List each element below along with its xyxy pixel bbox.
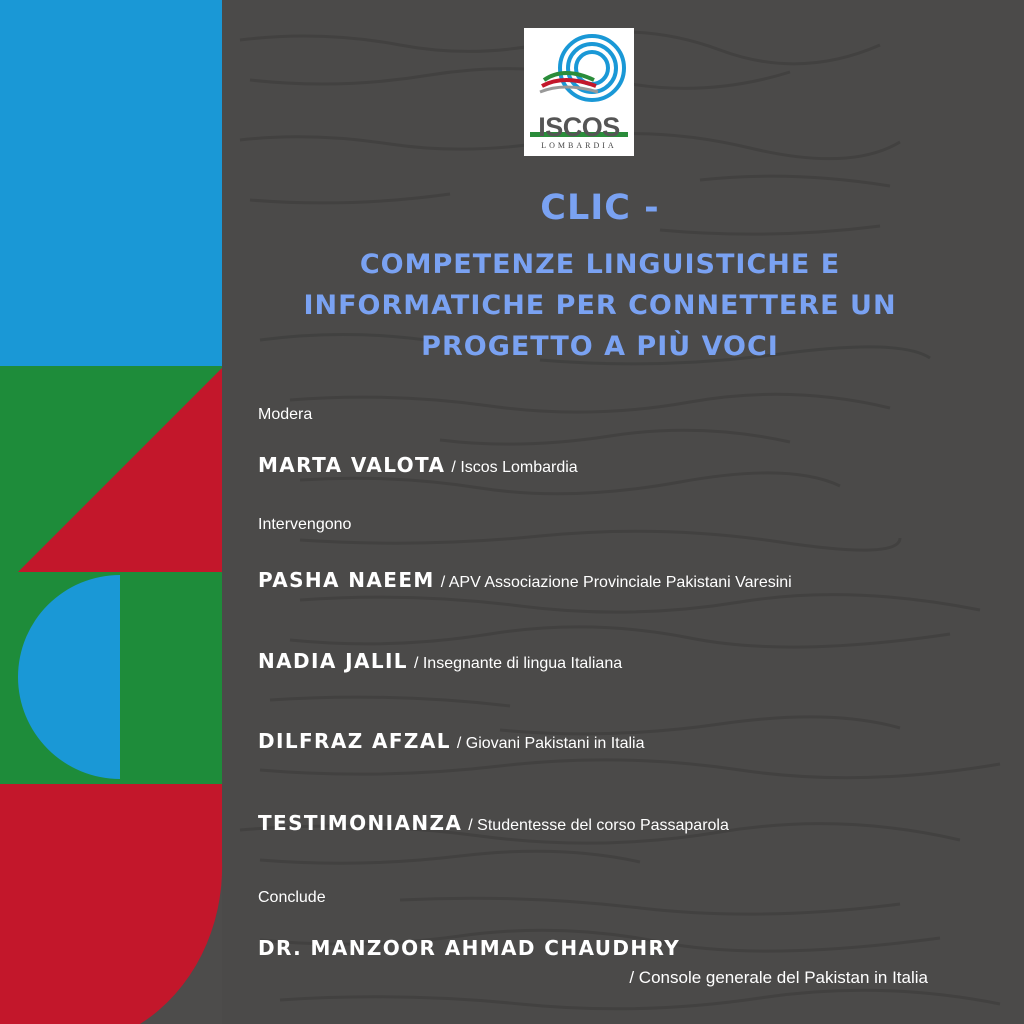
speaker-row	[258, 453, 578, 477]
speaker-role: / Insegnante di lingua Italiana	[413, 655, 623, 672]
speaker-name: TESTIMONIANZA	[258, 811, 463, 835]
title-line-2: COMPETENZE LINGUISTICHE E	[359, 249, 841, 280]
speaker-row	[258, 811, 729, 835]
speaker-name: DILFRAZ AFZAL	[258, 729, 451, 753]
label-modera: Modera	[258, 406, 313, 423]
speaker-row	[258, 729, 645, 753]
speaker-name: PASHA NAEEM	[258, 568, 435, 592]
speaker-role: / Console generale del Pakistan in Italia	[629, 968, 928, 987]
speaker-row	[258, 649, 622, 673]
title-line-3: INFORMATICHE PER CONNETTERE UN	[303, 290, 897, 321]
speaker-name: NADIA JALIL	[258, 649, 408, 673]
speaker-name: MARTA VALOTA	[258, 453, 446, 477]
title-line-1: CLIC -	[540, 188, 660, 228]
logo-text: ISCOS	[538, 112, 620, 142]
title-line-4: PROGETTO A PIÙ VOCI	[421, 331, 779, 362]
iscos-logo	[524, 28, 634, 156]
speaker-role: / Giovani Pakistani in Italia	[456, 735, 645, 752]
speaker-role: / Studentesse del corso Passaparola	[468, 817, 729, 834]
title-block	[240, 244, 960, 367]
logo-subtext: LOMBARDIA	[541, 141, 617, 150]
label-intervengono: Intervengono	[258, 516, 352, 533]
speaker-row	[258, 568, 792, 592]
speaker-name: DR. MANZOOR AHMAD CHAUDHRY	[258, 936, 681, 960]
label-conclude: Conclude	[258, 889, 326, 906]
speaker-role: / APV Associazione Provinciale Pakistani Varesini	[440, 574, 792, 591]
speaker-role: / Iscos Lombardia	[451, 459, 578, 476]
speaker-row	[258, 936, 680, 960]
